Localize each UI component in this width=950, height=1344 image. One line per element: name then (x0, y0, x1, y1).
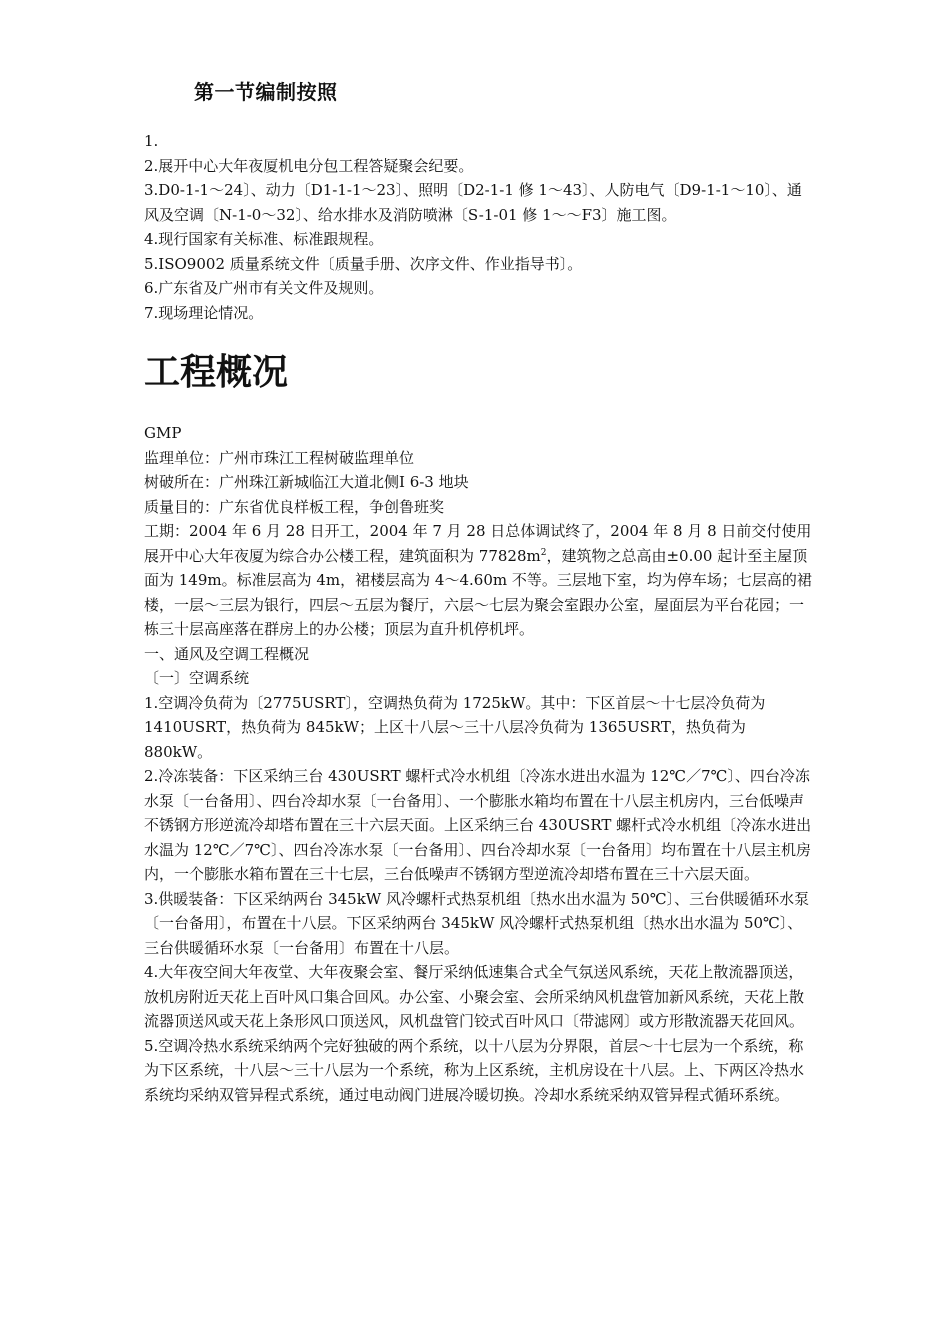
list-item: 7.现场理论情况。 (144, 303, 264, 322)
description-text: ，建筑物之总高由±0.00 起计至主屋顶面为 149m。标准层高为 4m，裙楼层高为 4～4.60m 不等。三层地下室，均为停车场；七层高的裙楼，一层～三层为银行，四层～五层为餐厅，六层～七层为聚会室跟办公室，屋面层为平台花园；一栋三十层高座落在群房上的办公楼；顶层为直升机停机坪。 (144, 546, 812, 638)
quality-goal-line: 质量目的：广东省优良样板工程，争创鲁班奖 (144, 497, 445, 516)
hvac-heading: 一、通风及空调工程概况 (144, 644, 310, 663)
section-heading: 第一节编制按照 (194, 80, 338, 104)
list-item: 5.ISO9002 质量系统文件〔质量手册、次序文件、作业指导书〕。 (144, 254, 583, 273)
basis-list (144, 129, 814, 325)
paragraph: 2.冷冻装备：下区采纳三台 430USRT 螺杆式冷水机组〔冷冻水进出水温为 12℃／7℃〕、四台冷冻水泵〔一台备用〕、四台冷却水泵〔一台备用〕、一个膨胀水箱均布置在十八层主机房内，三台低噪声不锈钢方形逆流冷却塔布置在三十六层天面。上区采纳三台 430USRT 螺杆式冷水机组〔冷冻水进出水温为 12℃／7℃〕、四台冷冻水泵〔一台备用〕、四台冷却水泵〔一台备用〕均布置在十八层主机房内，一个膨胀水箱布置在三十七层，三台低噪声不锈钢方型逆流冷却塔布置在三十六层天面。 (144, 767, 812, 883)
location-line: 树破所在：广州珠江新城临江大道北侧Ⅰ 6-3 地块 (144, 473, 469, 491)
paragraph: 4.大年夜空间大年夜堂、大年夜聚会室、餐厅采纳低速集合式全气氛送风系统，天花上散流器顶送，放机房附近天花上百叶风口集合回风。办公室、小聚会室、会所采纳风机盘管加新风系统，天花上散流器顶送风或天花上条形风口顶送风，风机盘管门铰式百叶风口〔带滤网〕或方形散流器天花回风。 (144, 963, 805, 1030)
list-item: 6.广东省及广州市有关文件及规则。 (144, 279, 384, 297)
building-description (144, 544, 814, 642)
list-item: 1. (144, 132, 159, 150)
list-item: 3.D0-1-1～24〕、动力〔D1-1-1～23〕、照明〔D2-1-1 修 1～43〕、人防电气〔D9-1-1～10〕、通风及空调〔N-1-0～32〕、给水排水及消防喷淋〔S-1-01 修 1～～F3〕施工图。 (144, 181, 802, 224)
ac-system-heading: 〔一〕空调系统 (144, 669, 250, 687)
supervisor-line: 监理单位：广州市珠江工程树破监理单位 (144, 448, 415, 467)
list-item: 2.展开中心大年夜厦机电分包工程答疑聚会纪要。 (144, 156, 474, 175)
description-text: 展开中心大年夜厦为综合办公楼工程，建筑面积为 77828m (144, 546, 541, 565)
overview-body (144, 421, 814, 1107)
gmp-label: GMP (144, 424, 182, 442)
paragraph: 3.供暖装备：下区采纳两台 345kW 风冷螺杆式热泵机组〔热水出水温为 50℃〕、三台供暖循环水泵〔一台备用〕，布置在十八层。下区采纳两台 345kW 风冷螺杆式热泵机组〔热水出水温为 50℃〕、三台供暖循环水泵〔一台备用〕布置在十八层。 (144, 889, 810, 957)
list-item: 4.现行国家有关标准、标准跟规程。 (144, 230, 384, 248)
schedule-line: 工期：2004 年 6 月 28 日开工，2004 年 7 月 28 日总体调试终了，2004 年 8 月 8 日前交付使用 (144, 522, 812, 540)
paragraph: 1.空调冷负荷为〔2775USRT〕，空调热负荷为 1725kW。其中：下区首层～十七层冷负荷为 1410USRT，热负荷为 845kW；上区十八层～三十八层冷负荷为 1365USRT，热负荷为 880kW。 (144, 693, 766, 761)
paragraph: 5.空调冷热水系统采纳两个完好独破的两个系统，以十八层为分界限，首层～十七层为一个系统，称为下区系统，十八层～三十八层为一个系统，称为上区系统，主机房设在十八层。上、下两区冷热水系统均采纳双管异程式系统，通过电动阀门进展冷暖切换。冷却水系统采纳双管异程式循环系统。 (144, 1036, 805, 1104)
overview-heading: 工程概况 (144, 352, 289, 393)
superscript: 2 (540, 547, 547, 558)
